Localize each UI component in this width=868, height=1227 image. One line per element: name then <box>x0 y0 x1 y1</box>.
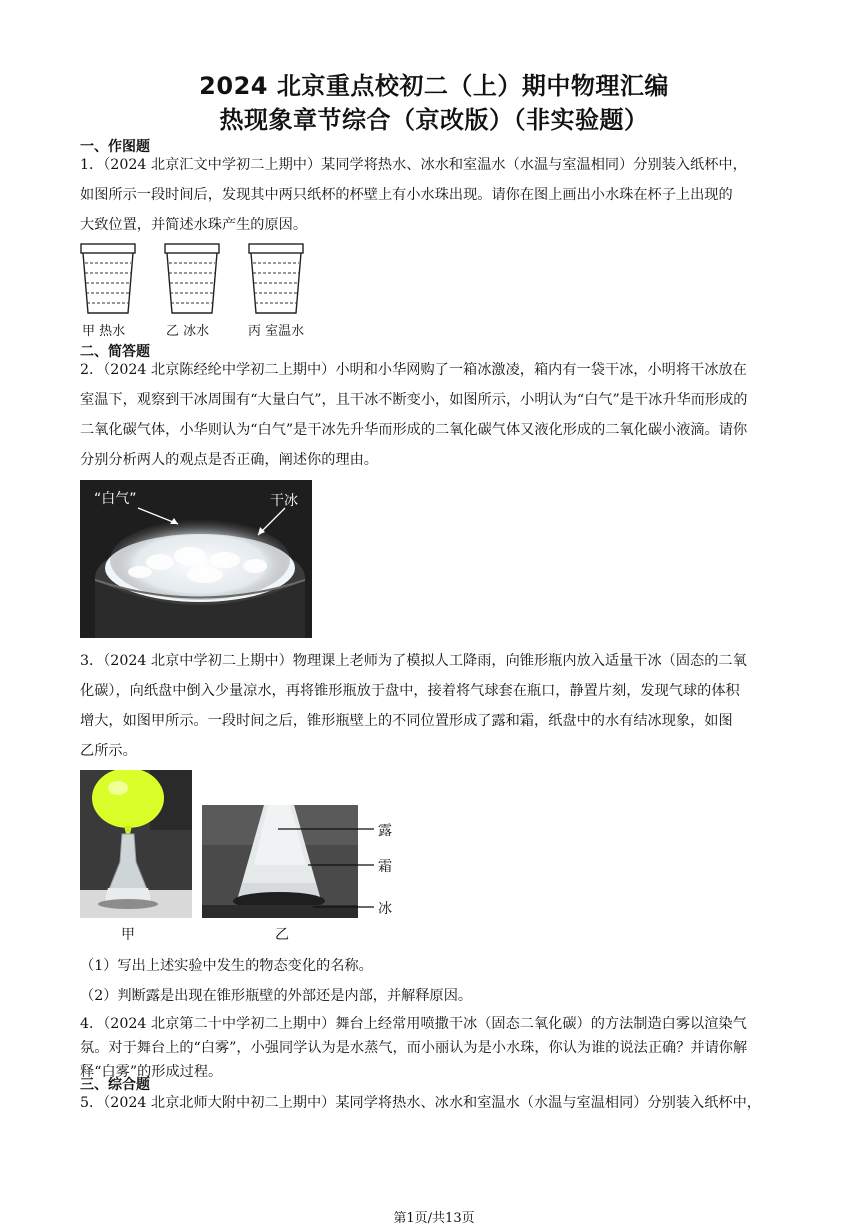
question-1-line: 1．（2024 北京汇文中学初二上期中）某同学将热水、冰水和室温水（水温与室温相同）分别装入纸杯中， <box>80 157 747 173</box>
question-3-line: 3．（2024 北京中学初二上期中）物理课上老师为了模拟人工降雨，向锥形瓶内放入适量干冰（固态的二氧 <box>80 653 747 669</box>
figure-label-b: 乙 <box>275 927 289 943</box>
page-number: 第1页/共13页 <box>393 1211 475 1226</box>
question-2-line: 二氧化碳气体，小华则认为“白气”是干冰先升华而形成的二氧化碳气体又液化形成的二氧化碳小液滴。请你 <box>80 422 748 438</box>
dry-ice-photo <box>80 480 312 638</box>
question-3-sub-1: （1）写出上述实验中发生的物态变化的名称。 <box>80 958 373 974</box>
question-2-line: 分别分析两人的观点是否正确，阐述你的理由。 <box>80 452 378 468</box>
section-heading-drawing: 一、作图题 <box>80 139 150 155</box>
question-3-sub-2: （2）判断露是出现在锥形瓶壁的外部还是内部，并解释原因。 <box>80 988 473 1004</box>
page-subtitle: 热现象章节综合（京改版）（非实验题） <box>219 106 649 134</box>
question-4-line: 释“白雾”的形成过程。 <box>80 1064 223 1080</box>
question-1 <box>80 150 790 240</box>
question-1-line: 大致位置，并简述水珠产生的原因。 <box>80 217 308 233</box>
dew-label: 露 <box>378 823 392 839</box>
question-2-line: 2．（2024 北京陈经纶中学初二上期中）小明和小华网购了一箱冰激凌，箱内有一袋干冰，小明将干冰放在 <box>80 362 747 378</box>
question-4-line: 4．（2024 北京第二十中学初二上期中）舞台上经常用喷撒干冰（固态二氧化碳）的方法制造白雾以渲染气 <box>80 1016 747 1032</box>
mist-label: “白气” <box>94 491 137 507</box>
frost-label: 霜 <box>378 859 392 875</box>
paper-cup-hot <box>80 243 136 315</box>
flask-balloon-photo <box>80 770 192 918</box>
question-3-line: 增大，如图甲所示。一段时间之后，锥形瓶壁上的不同位置形成了露和霜，纸盘中的水有结冰现象，如图 <box>80 713 733 729</box>
page-title: 2024 北京重点校初二（上）期中物理汇编 <box>199 72 669 100</box>
question-3-line: 乙所示。 <box>80 743 137 759</box>
cup-label-room: 丙 室温水 <box>248 324 305 339</box>
cup-label-ice: 乙 冰水 <box>166 324 210 339</box>
paper-cup-ice <box>164 243 220 315</box>
section-heading-comprehensive: 三、综合题 <box>80 1077 150 1093</box>
question-2 <box>80 355 790 475</box>
question-1-line: 如图所示一段时间后，发现其中两只纸杯的杯壁上有小水珠出现。请你在图上画出小水珠在杯子上出现的 <box>80 187 733 203</box>
ice-label: 冰 <box>378 901 392 917</box>
question-5-line: 5．（2024 北京北师大附中初二上期中）某同学将热水、冰水和室温水（水温与室温相同）分别装入纸杯中， <box>80 1095 761 1111</box>
paper-cup-room-temp <box>248 243 304 315</box>
question-3-line: 化碳），向纸盘中倒入少量凉水，再将锥形瓶放于盘中，接着将气球套在瓶口，静置片刻，发现气球的体积 <box>80 683 740 699</box>
section-heading-short-answer: 二、简答题 <box>80 344 150 360</box>
annotation-lines <box>278 815 378 915</box>
question-5 <box>80 1088 790 1118</box>
cup-label-hot: 甲 热水 <box>82 324 126 339</box>
figure-label-a: 甲 <box>121 927 135 943</box>
question-3 <box>80 646 790 766</box>
question-2-line: 室温下，观察到干冰周围有“大量白气”，且干冰不断变小，如图所示，小明认为“白气”是干冰升华而形成的 <box>80 392 748 408</box>
dry-ice-label: 干冰 <box>270 493 298 509</box>
question-4-line: 氛。对于舞台上的“白雾”，小强同学认为是水蒸气，而小丽认为是小水珠，你认为谁的说法正确？并请你解 <box>80 1040 748 1056</box>
question-4 <box>80 1012 790 1084</box>
